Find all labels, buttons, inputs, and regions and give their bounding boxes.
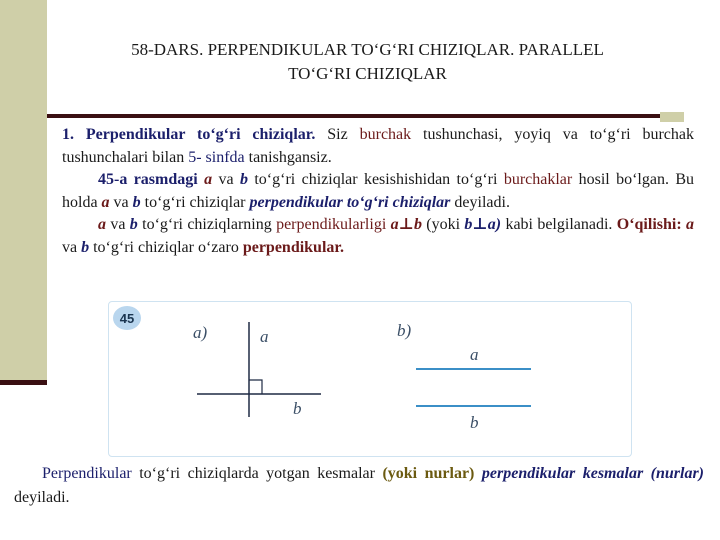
sidebar-rule	[0, 380, 47, 385]
figure-label-a: a)	[193, 323, 208, 342]
sidebar-decoration	[0, 0, 47, 385]
footer-text	[14, 462, 704, 510]
lesson-body	[62, 124, 694, 259]
notation-a-perp-b: a⊥b	[390, 216, 422, 233]
section-heading: 1. Perpendikular to‘g‘ri chiziqlar.	[62, 126, 316, 143]
left-line-b-label: b	[293, 399, 302, 418]
title-line-2: TO‘G‘RI CHIZIQLAR	[288, 64, 447, 83]
term-burchaklar: burchaklar	[503, 171, 573, 188]
notation-b-perp-a: b⊥a)	[464, 216, 502, 233]
term-definition: perpendikular to‘g‘ri chiziqlar	[249, 193, 451, 211]
figure-45-drawing	[109, 302, 631, 456]
grade-ref: 5- sinfda	[188, 148, 245, 166]
term-segments: perpendikular kesmalar (nurlar)	[481, 465, 705, 482]
paragraph-definition: 45-a rasmdagi a va b to‘g‘ri chiziqlar kesishishidan to‘g‘ri burchaklar hosil bo‘lgan. Bu holda a va b to‘g‘ri chiziqlar perpendikular to‘g‘ri chiziqlar deyiladi.	[62, 171, 695, 211]
term-perpendikularligi: perpendikularligi	[276, 216, 387, 233]
title-line-1: 58-DARS. PERPENDIKULAR TO‘G‘RI CHIZIQLAR. PARALLEL	[131, 40, 604, 59]
term-perpendikular: perpendikular.	[242, 238, 345, 256]
left-line-a-label: a	[260, 327, 269, 346]
paragraph-segments: Perpendikular to‘g‘ri chiziqlarda yotgan kesmalar (yoki nurlar) perpendikular kesmalar (nurlar) deyiladi.	[14, 465, 705, 506]
paragraph-intro: 1. Perpendikular to‘g‘ri chiziqlar. Siz burchak tushunchasi, yoyiq va to‘g‘ri burchak tushunchalari bilan 5- sinfda tanishgansiz.	[62, 126, 695, 166]
figure-reference: 45-a rasmdagi	[98, 171, 198, 188]
term-burchak: burchak	[359, 126, 412, 143]
title-divider	[47, 114, 667, 118]
page-title	[60, 38, 675, 86]
figure-number-badge: 45	[113, 306, 141, 330]
reading-label: O‘qilishi:	[616, 216, 682, 233]
figure-label-b: b)	[397, 321, 412, 340]
figure-45	[108, 301, 632, 457]
right-line-a-label: a	[470, 345, 479, 364]
right-angle-mark	[249, 380, 262, 394]
paragraph-notation: a va b to‘g‘ri chiziqlarning perpendikularligi a⊥b (yoki b⊥a) kabi belgilanadi. O‘qilishi: a va b to‘g‘ri chiziqlar o‘zaro perpendikular.	[62, 216, 694, 256]
right-line-b-label: b	[470, 413, 479, 432]
title-divider-accent	[660, 112, 684, 122]
